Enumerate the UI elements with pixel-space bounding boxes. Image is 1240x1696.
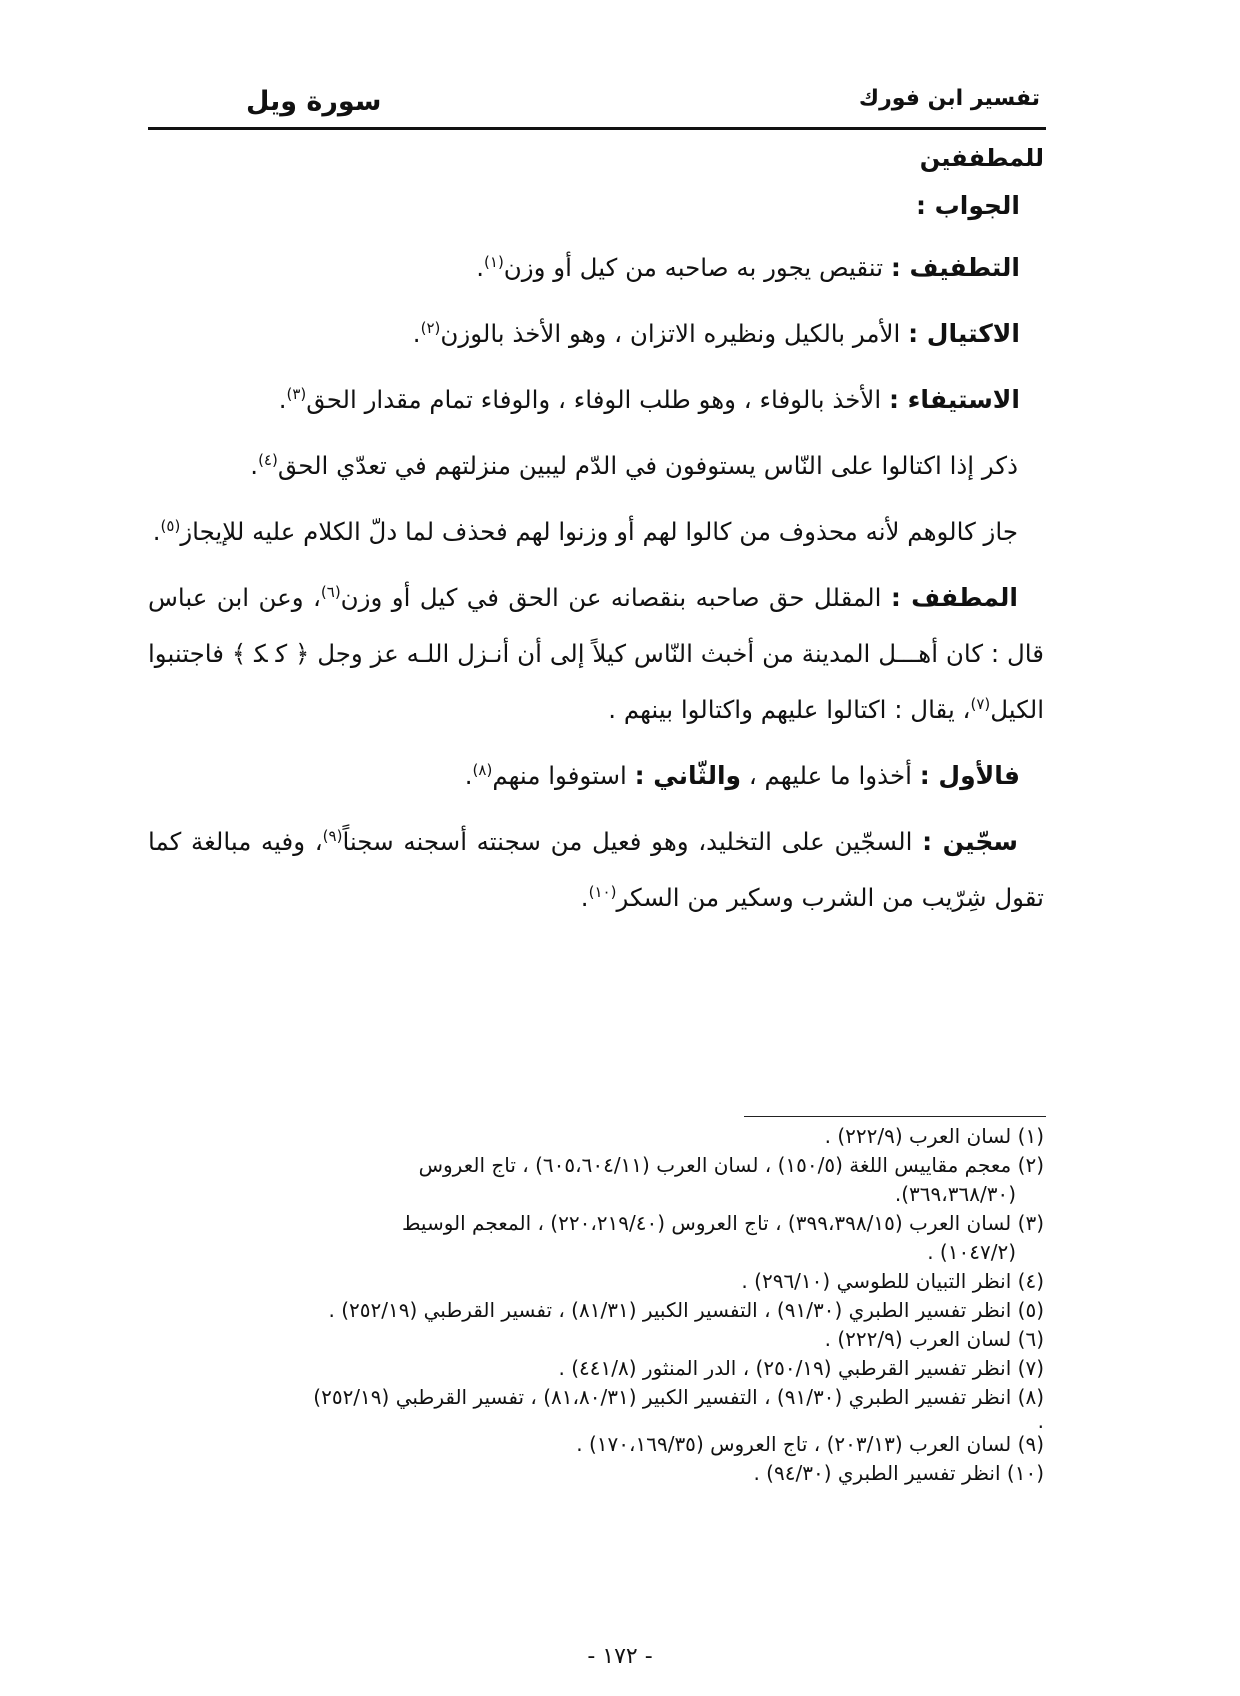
footnote-number: (١) [1017, 1124, 1044, 1148]
quran-verse-ornament: ﴿ ﮐ ﮑ ﴾ [231, 639, 310, 668]
paragraph-text: أخذوا ما عليهم ، [741, 761, 920, 790]
footnote-2 [148, 1151, 1044, 1209]
footnote-text: لسان العرب (٢٠٣/١٣) ، تاج العروس (١٧٠،١٦٩/٣٥) . [576, 1432, 1018, 1456]
footnote-5 [148, 1296, 1044, 1325]
footnote-ref: (٧) [970, 694, 991, 713]
term: فالأول : [919, 761, 1020, 790]
paragraph-text: الأخذ بالوفاء ، وهو طلب الوفاء ، والوفاء تمام مقدار الحق [306, 385, 889, 414]
term: الاكتيال : [908, 319, 1020, 348]
paragraph-istifa [148, 372, 1044, 428]
footnote-ref: (٥) [160, 516, 181, 535]
footnote-number: (٢) [1017, 1153, 1044, 1177]
footnote-number: (٤) [1017, 1269, 1044, 1293]
footnote-text: انظر التبيان للطوسي (٢٩٦/١٠) . [741, 1269, 1018, 1293]
period: . [464, 761, 473, 790]
footnote-text: لسان العرب (٣٩٩،٣٩٨/١٥) ، تاج العروس (٢٢٠،٢١٩/٤٠) ، المعجم الوسيط [401, 1211, 1018, 1235]
footnote-10 [148, 1459, 1044, 1488]
paragraph-text: جاز كالوهم لأنه محذوف من كالوا لهم أو وزنوا لهم فحذف لما دلّ الكلام عليه للإيجاز [180, 517, 1018, 546]
footnote-ref: (٣) [286, 384, 307, 403]
footnote-text: لسان العرب (٢٢٢/٩) . [824, 1124, 1018, 1148]
paragraph-awwal-thani [148, 748, 1044, 804]
footnote-number: (٩) [1017, 1432, 1044, 1456]
answer-heading [148, 178, 1044, 234]
footnote-1 [148, 1122, 1044, 1151]
paragraph-text: المقلل حق صاحبه بنقصانه عن الحق في كيل أو وزن [340, 583, 891, 612]
footnote-number: (٣) [1017, 1211, 1044, 1235]
footnote-divider [744, 1116, 1046, 1117]
footnote-ref: (١٠) [588, 882, 617, 901]
paragraph-mutaffif [148, 570, 1044, 738]
period: . [580, 883, 589, 912]
term: والثّاني : [634, 761, 742, 790]
period: . [278, 385, 287, 414]
term: الاستيفاء : [888, 385, 1020, 414]
header-divider [148, 127, 1046, 130]
term: المطفف : [890, 583, 1018, 612]
footnotes [148, 1122, 1044, 1488]
running-header-surah-title: سورة ويل [246, 86, 382, 117]
paragraph-tatfif [148, 240, 1044, 296]
paragraph-jaz [148, 504, 1044, 560]
footnote-8-trailing-period: . [1037, 1409, 1044, 1433]
footnote-ref: (٨) [472, 760, 493, 779]
period: . [476, 253, 485, 282]
footnote-number: (١٠) [1006, 1461, 1044, 1485]
footnote-ref: (٩) [322, 826, 343, 845]
footnote-8 [148, 1383, 1044, 1412]
period: . [152, 517, 161, 546]
footnote-9 [148, 1430, 1044, 1459]
footnote-4 [148, 1267, 1044, 1296]
footnote-ref: (٦) [320, 582, 341, 601]
footnote-ref: (١) [484, 252, 504, 271]
footnote-number: (٧) [1017, 1356, 1044, 1380]
footnote-continuation: (٣٦٩،٣٦٨/٣٠). [894, 1182, 1016, 1206]
footnote-text: لسان العرب (٢٢٢/٩) . [824, 1327, 1018, 1351]
paragraph-text: استوفوا منهم [492, 761, 635, 790]
footnote-text: انظر تفسير الطبري (٩٤/٣٠) . [753, 1461, 1007, 1485]
footnote-6 [148, 1325, 1044, 1354]
page-number: - ١٧٢ - [587, 1644, 653, 1669]
footnote-text: انظر تفسير القرطبي (٢٥٠/١٩) ، الدر المنثور (٤٤١/٨) . [558, 1356, 1018, 1380]
paragraph-text: تنقيص يجور به صاحبه من كيل أو وزن [503, 253, 891, 282]
surah-title-continuation: للمطففين [919, 144, 1044, 172]
paragraph-text: فاجتنبوا الكيل [148, 639, 1044, 724]
running-header-book-title: تفسير ابن فورك [858, 86, 1040, 111]
footnote-text: انظر تفسير الطبري (٩١/٣٠) ، التفسير الكبير (٨١،٨٠/٣١) ، تفسير القرطبي (٢٥٢/١٩) [313, 1385, 1018, 1409]
footnote-number: (٥) [1017, 1298, 1044, 1322]
paragraph-text: الأمر بالكيل ونظيره الاتزان ، وهو الأخذ بالوزن [440, 319, 909, 348]
paragraph-text: ، وفيه مبالغة كما تقول شِرّيب من الشرب وسكير من السكر [148, 827, 1044, 912]
paragraph-iktiyal [148, 306, 1044, 362]
footnote-ref: (٤) [258, 450, 278, 469]
period: . [250, 451, 259, 480]
footnote-number: (٦) [1017, 1327, 1044, 1351]
term: التطفيف : [890, 253, 1020, 282]
footnote-number: (٨) [1017, 1385, 1044, 1409]
paragraph-text: ، يقال : اكتالوا عليهم واكتالوا بينهم . [608, 695, 971, 724]
footnote-3 [148, 1209, 1044, 1267]
paragraph-sijjin [148, 814, 1044, 926]
paragraph-text: ذكر إذا اكتالوا على النّاس يستوفون في الدّم ليبين منزلتهم في تعدّي الحق [277, 451, 1018, 480]
paragraph-text: السجّين على التخليد، وهو فعيل من سجنته أسجنه سجناً [342, 827, 923, 856]
paragraph-text: ، وعن ابن عباس قال : كان أهـــل المدينة من أخبث النّاس كيلاً إلى أن أنـزل اللـه عز وجل [148, 583, 1044, 668]
main-text [148, 138, 1044, 936]
answer-label: الجواب : [915, 191, 1020, 220]
period: . [412, 319, 421, 348]
term: سجّين : [922, 827, 1018, 856]
footnote-7 [148, 1354, 1044, 1383]
footnote-text: انظر تفسير الطبري (٩١/٣٠) ، التفسير الكبير (٨١/٣١) ، تفسير القرطبي (٢٥٢/١٩) . [328, 1298, 1018, 1322]
footnote-continuation: (١٠٤٧/٢) . [927, 1240, 1016, 1264]
paragraph-dhikr [148, 438, 1044, 494]
footnote-text: معجم مقاييس اللغة (١٥٠/٥) ، لسان العرب (٦٠٥،٦٠٤/١١) ، تاج العروس [418, 1153, 1018, 1177]
footnote-ref: (٢) [420, 318, 441, 337]
